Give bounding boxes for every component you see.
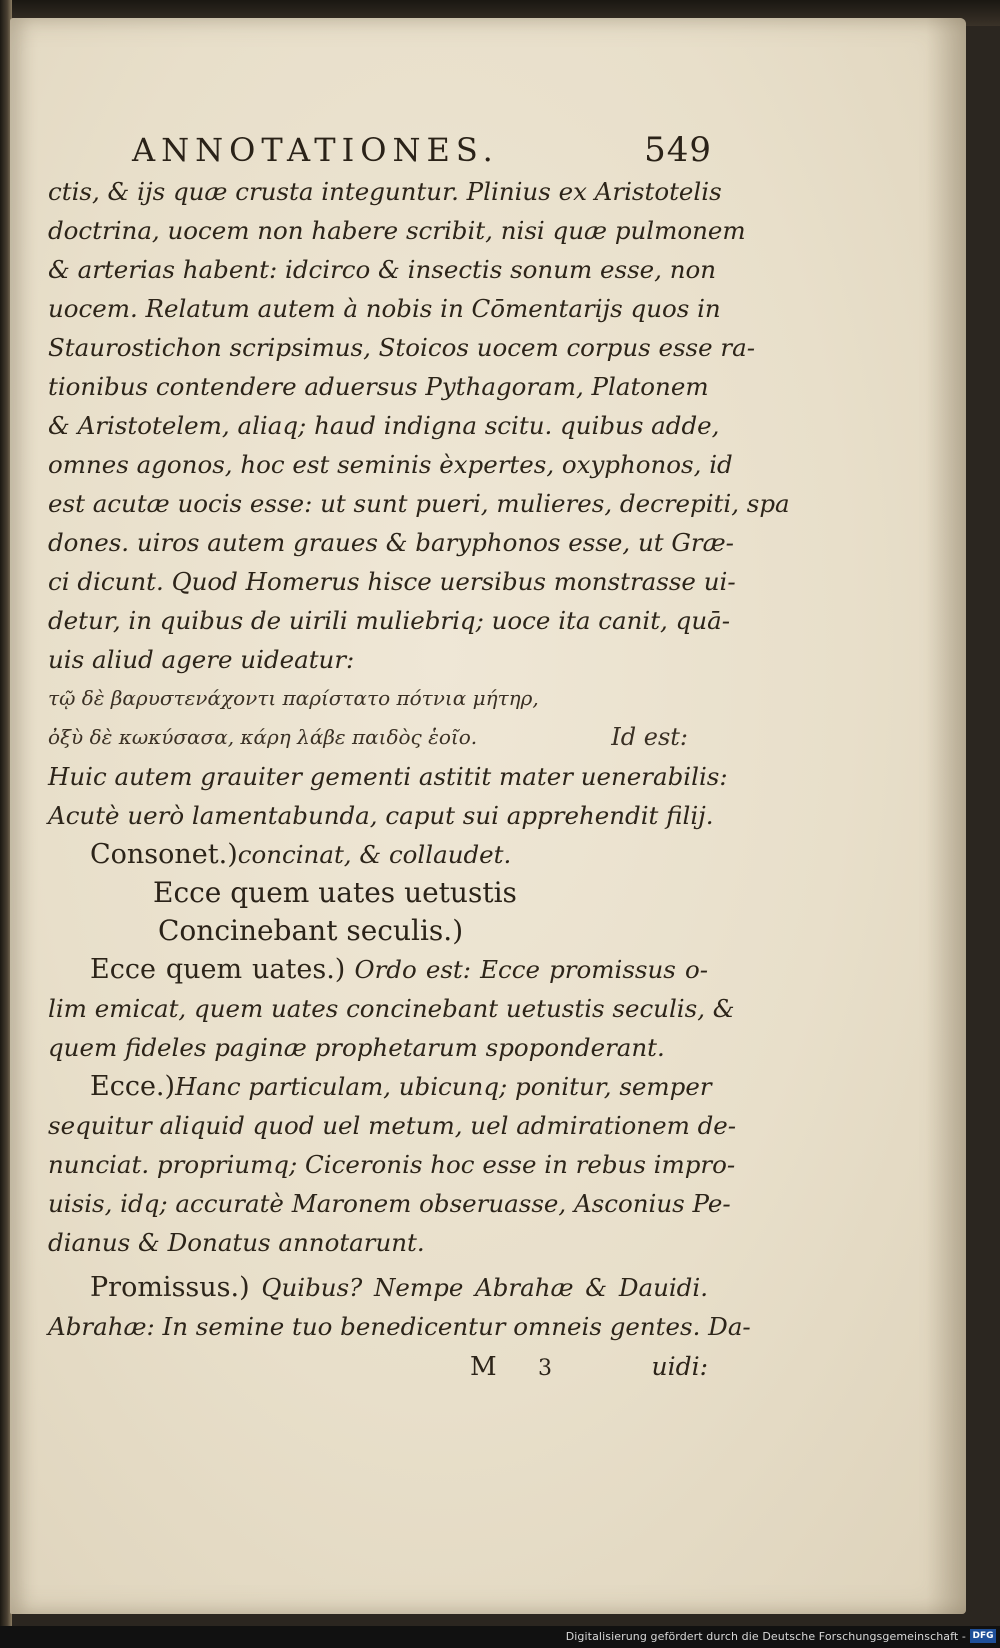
text-line: uocem. Relatum autem à nobis in Cōmentarijs quos in xyxy=(48,294,721,323)
text-line: uis aliud agere uideatur: xyxy=(48,645,355,674)
lemma-consonet: Consonet.) xyxy=(90,839,238,870)
gloss-text: Quibus? Nempe Abrahæ & Dauidi. xyxy=(249,1273,708,1302)
signature-mark: M xyxy=(470,1352,497,1382)
page-shadow xyxy=(926,18,966,1614)
running-head: ANNOTATIONES. xyxy=(132,131,499,169)
text-line: doctrina, uocem non habere scribit, nisi quæ pulmonem xyxy=(48,216,746,245)
text-line: dones. uiros autem graues & baryphonos esse, ut Græ- xyxy=(48,528,734,557)
gloss-text: Ordo est: Ecce promissus o- xyxy=(345,955,708,984)
text-line: dianus & Donatus annotarunt. xyxy=(48,1228,425,1257)
text-line: Abrahæ: In semine tuo benedicentur omneis gentes. Da- xyxy=(48,1312,751,1341)
lemma-promissus: Promissus.) xyxy=(90,1272,250,1303)
text-line: Staurostichon scripsimus, Stoicos uocem corpus esse ra- xyxy=(48,333,755,362)
text-line: uisis, idq; accuratè Maronem obseruasse, Asconius Pe- xyxy=(48,1189,731,1218)
page-body xyxy=(48,172,790,1346)
digitization-credit: Digitalisierung gefördert durch die Deutsche Forschungsgemeinschaft - xyxy=(565,1630,966,1643)
translation-line: Acutè uerò lamentabunda, caput sui apprehendit filij. xyxy=(48,801,714,830)
dfg-logo: DFG xyxy=(970,1629,996,1643)
text-line: ci dicunt. Quod Homerus hisce uersibus monstrasse ui- xyxy=(48,567,736,596)
greek-verse-row xyxy=(48,718,688,757)
text-line: & arterias habent: idcirco & insectis sonum esse, non xyxy=(48,255,717,284)
text-line: detur, in quibus de uirili muliebriq; uoce ita canit, quā- xyxy=(48,606,730,635)
text-line: nunciat. propriumq; Ciceronis hoc esse in rebus impro- xyxy=(48,1150,736,1179)
text-line: sequitur aliquid quod uel metum, uel admirationem de- xyxy=(48,1111,737,1140)
text-line: quem fideles paginæ prophetarum spoponderant. xyxy=(48,1033,665,1062)
gloss-promissus xyxy=(48,1268,708,1307)
lemma-ecce: Ecce.) xyxy=(90,1071,176,1102)
gloss-consonet xyxy=(48,835,708,874)
hymn-verse-line: Concinebant seculis.) xyxy=(158,914,464,947)
text-line: ctis, & ijs quæ crusta integuntur. Plinius ex Aristotelis xyxy=(48,177,722,206)
translation-line: Huic autem grauiter gementi astitit mater uenerabilis: xyxy=(48,762,728,791)
text-line: tionibus contendere aduersus Pythagoram, Platonem xyxy=(48,372,709,401)
page-header xyxy=(132,130,712,170)
signature-number: 3 xyxy=(538,1356,552,1381)
id-est-label: Id est: xyxy=(611,723,688,751)
page-number: 549 xyxy=(644,130,712,170)
text-line: est acutæ uocis esse: ut sunt pueri, mulieres, decrepiti, spa xyxy=(48,489,790,518)
gloss-ecce-quem xyxy=(48,950,708,989)
greek-verse-line: ὀξὺ δὲ κωκύσασα, κάρη λάβε παιδὸς ἑοῖο. xyxy=(48,725,478,749)
text-line: lim emicat, quem uates concinebant uetustis seculis, & xyxy=(48,994,735,1023)
catchword: uidi: xyxy=(651,1352,708,1381)
lemma-ecce-quem: Ecce quem uates.) xyxy=(90,954,346,985)
gloss-ecce xyxy=(48,1067,712,1106)
text-line: & Aristotelem, aliaq; haud indigna scitu. quibus adde, xyxy=(48,411,720,440)
gloss-text: concinat, & collaudet. xyxy=(237,840,512,869)
hymn-verse-line: Ecce quem uates uetustis xyxy=(153,876,517,909)
text-line: omnes agonos, hoc est seminis èxpertes, oxyphonos, id xyxy=(48,450,733,479)
greek-verse-line: τῷ δὲ βαρυστενάχοντι παρίστατο πότνια μήτηρ, xyxy=(48,686,539,710)
page-footer xyxy=(48,1352,708,1392)
gloss-text: Hanc particulam, ubicunq; ponitur, semper xyxy=(175,1072,712,1101)
